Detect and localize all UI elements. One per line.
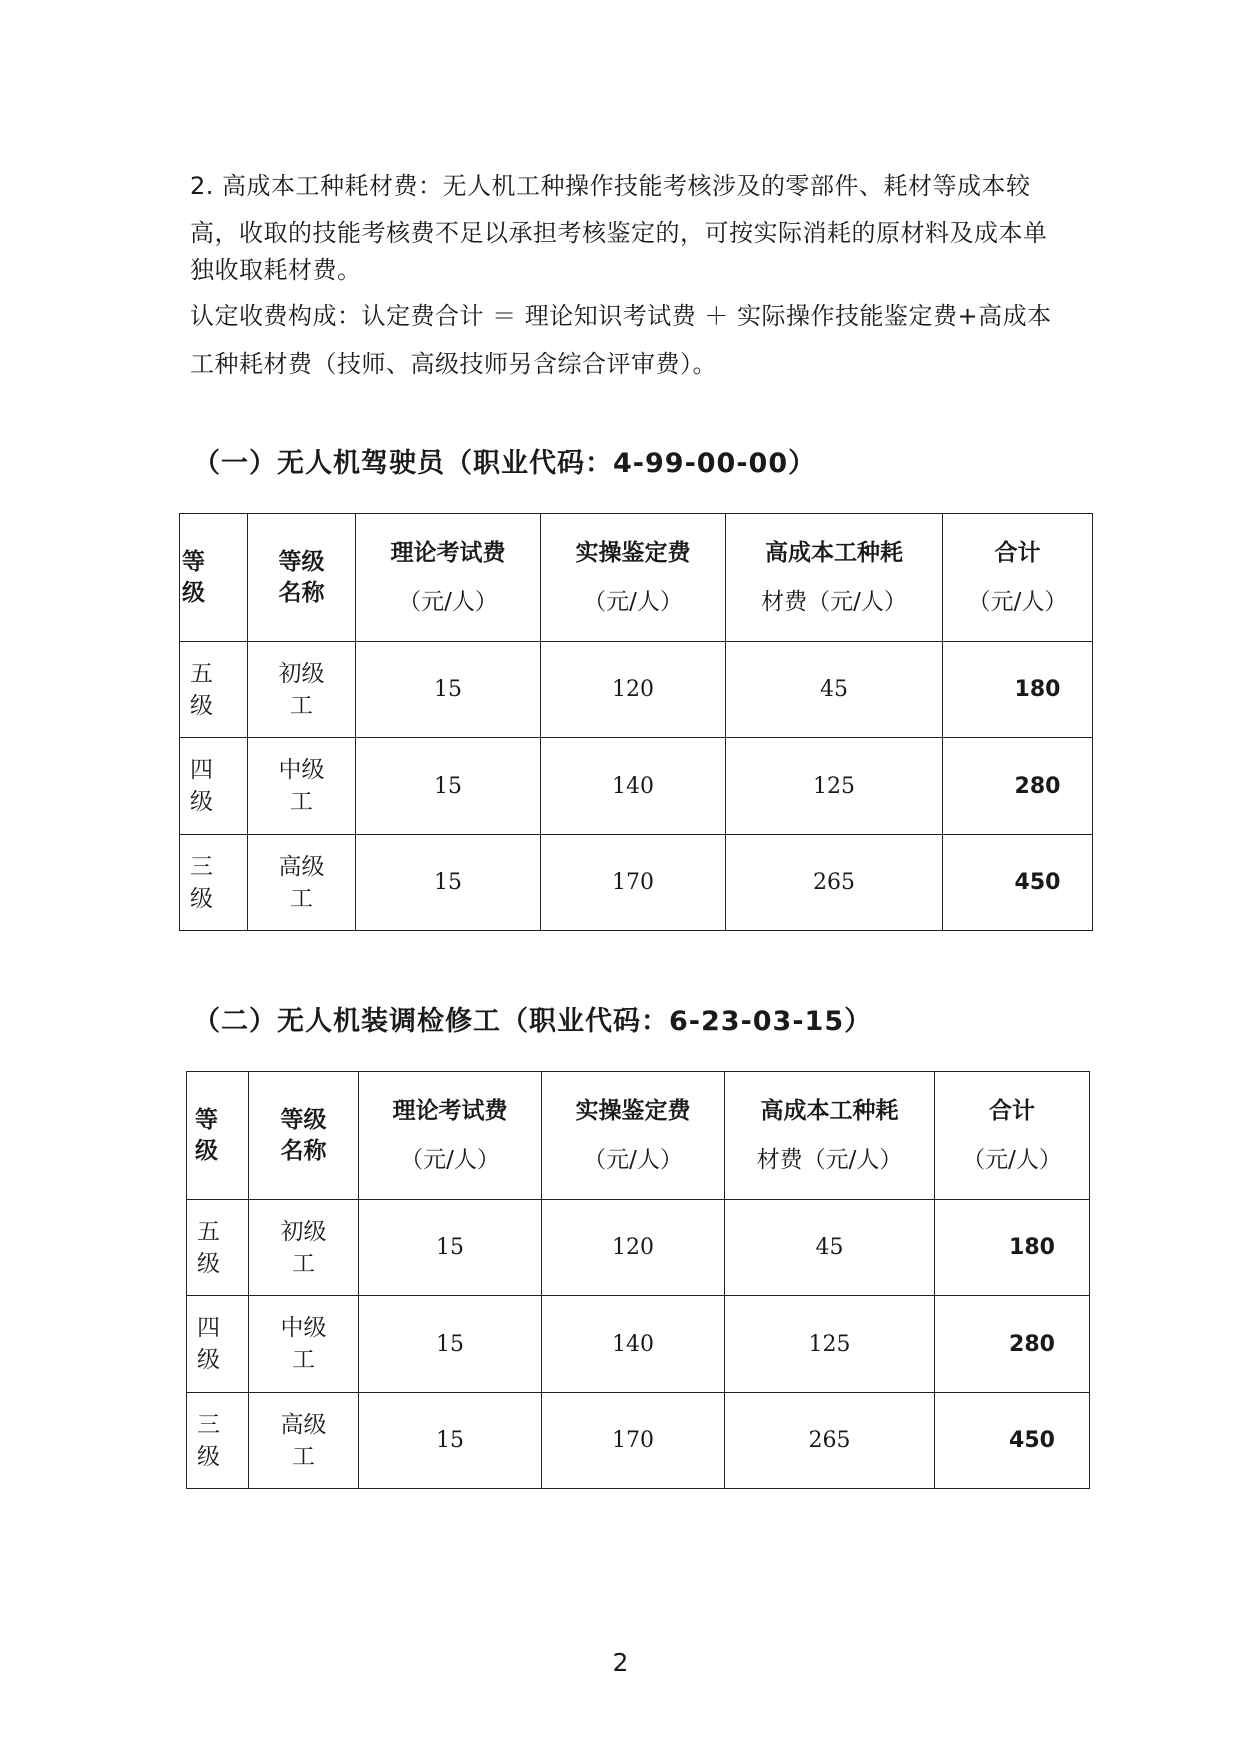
intro-item2-line1: 2. 高成本工种耗材费：无人机工种操作技能考核涉及的零部件、耗材等成本较 xyxy=(190,172,1031,200)
intro-item2-line3: 独收取耗材费。 xyxy=(190,256,362,284)
cell-level: 四 级 xyxy=(187,1296,249,1393)
cell-theory-fee: 15 xyxy=(359,1296,542,1393)
cell-practice-fee: 120 xyxy=(542,1200,725,1296)
cell-practice-fee: 140 xyxy=(542,1296,725,1393)
table-row xyxy=(180,835,1093,931)
cell-material-fee: 125 xyxy=(725,1296,935,1393)
cell-material-fee: 45 xyxy=(725,1200,935,1296)
table-row xyxy=(187,1200,1090,1296)
fee-formula-line1: 认定收费构成：认定费合计 ＝ 理论知识考试费 ＋ 实际操作技能鉴定费+高成本 xyxy=(190,302,1052,330)
table-header-row xyxy=(180,514,1093,642)
cell-practice-fee: 120 xyxy=(541,642,726,738)
cell-total: 280 xyxy=(943,738,1093,835)
cell-level-name: 中级 工 xyxy=(248,738,356,835)
fee-formula-line2: 工种耗材费（技师、高级技师另含综合评审费）。 xyxy=(190,350,717,378)
cell-material-fee: 125 xyxy=(726,738,943,835)
table-row xyxy=(187,1296,1090,1393)
cell-theory-fee: 15 xyxy=(356,642,541,738)
header-theory-fee: 理论考试费 （元/人） xyxy=(356,514,541,642)
intro-item2-line2: 高，收取的技能考核费不足以承担考核鉴定的，可按实际消耗的原材料及成本单 xyxy=(190,219,1048,247)
cell-level-name: 高级 工 xyxy=(249,1393,359,1489)
cell-total: 180 xyxy=(943,642,1093,738)
header-level: 等 级 xyxy=(180,514,248,642)
cell-material-fee: 265 xyxy=(725,1393,935,1489)
cell-level-name: 高级 工 xyxy=(248,835,356,931)
cell-total: 450 xyxy=(935,1393,1090,1489)
header-material-fee: 高成本工种耗 材费（元/人） xyxy=(726,514,943,642)
cell-total: 280 xyxy=(935,1296,1090,1393)
header-practice-fee: 实操鉴定费 （元/人） xyxy=(542,1072,725,1200)
cell-total: 180 xyxy=(935,1200,1090,1296)
cell-theory-fee: 15 xyxy=(356,738,541,835)
header-theory-fee: 理论考试费 （元/人） xyxy=(359,1072,542,1200)
page-number: 2 xyxy=(612,1648,629,1677)
cell-level: 四 级 xyxy=(180,738,248,835)
header-practice-fee: 实操鉴定费 （元/人） xyxy=(541,514,726,642)
cell-level-name: 初级 工 xyxy=(249,1200,359,1296)
cell-practice-fee: 170 xyxy=(541,835,726,931)
cell-practice-fee: 140 xyxy=(541,738,726,835)
cell-material-fee: 45 xyxy=(726,642,943,738)
cell-total: 450 xyxy=(943,835,1093,931)
fee-table-drone-repair xyxy=(186,1071,1090,1489)
table-row xyxy=(180,738,1093,835)
header-material-fee: 高成本工种耗 材费（元/人） xyxy=(725,1072,935,1200)
section-title-drone-repair: （二）无人机装调检修工（职业代码：6-23-03-15） xyxy=(193,1006,873,1037)
cell-theory-fee: 15 xyxy=(359,1393,542,1489)
fee-table-drone-pilot xyxy=(179,513,1093,931)
cell-level: 三 级 xyxy=(180,835,248,931)
header-total: 合计 （元/人） xyxy=(943,514,1093,642)
cell-level: 五 级 xyxy=(180,642,248,738)
cell-level-name: 中级 工 xyxy=(249,1296,359,1393)
table-row xyxy=(187,1393,1090,1489)
header-level-name: 等级 名称 xyxy=(249,1072,359,1200)
cell-theory-fee: 15 xyxy=(359,1200,542,1296)
cell-level: 五 级 xyxy=(187,1200,249,1296)
table-header-row xyxy=(187,1072,1090,1200)
section-title-drone-pilot: （一）无人机驾驶员（职业代码：4-99-00-00） xyxy=(193,448,817,479)
cell-theory-fee: 15 xyxy=(356,835,541,931)
table-row xyxy=(180,642,1093,738)
cell-level-name: 初级 工 xyxy=(248,642,356,738)
header-level-name: 等级 名称 xyxy=(248,514,356,642)
cell-material-fee: 265 xyxy=(726,835,943,931)
header-level: 等 级 xyxy=(187,1072,249,1200)
header-total: 合计 （元/人） xyxy=(935,1072,1090,1200)
cell-practice-fee: 170 xyxy=(542,1393,725,1489)
cell-level: 三 级 xyxy=(187,1393,249,1489)
